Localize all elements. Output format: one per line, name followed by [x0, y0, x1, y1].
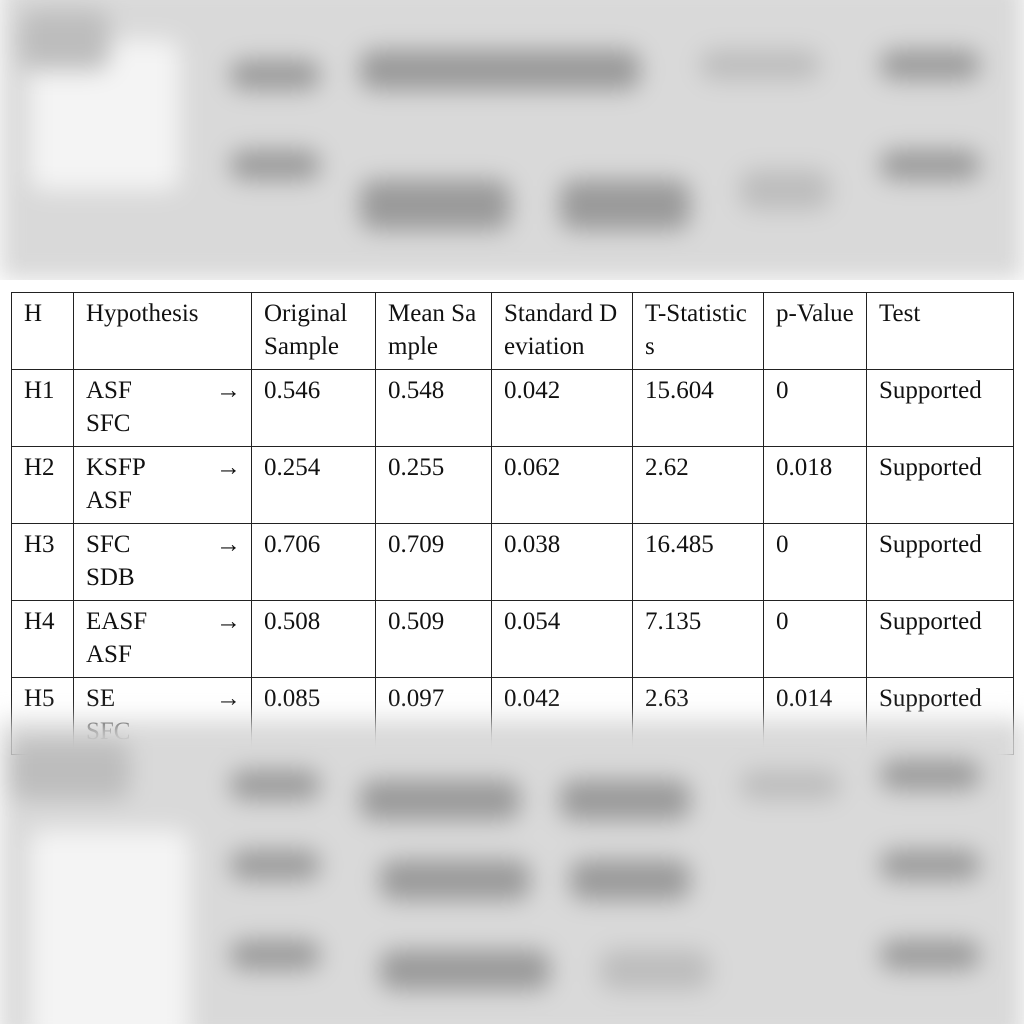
arrow-icon: →: [216, 454, 241, 481]
hypothesis-from: KSFP: [86, 454, 146, 481]
cell-mean-sample: 0.548: [376, 370, 492, 447]
cell-test: Supported: [867, 601, 1014, 678]
cell-mean-sample: 0.709: [376, 524, 492, 601]
cell-t-statistics: 2.62: [633, 447, 764, 524]
cell-h: H2: [12, 447, 74, 524]
cell-test: Supported: [867, 524, 1014, 601]
cell-standard-deviation: 0.054: [492, 601, 633, 678]
blurred-header-region: [0, 0, 1024, 280]
cell-p-value: 0: [764, 370, 867, 447]
results-table-region: [0, 280, 1024, 718]
table-row: [12, 524, 1014, 601]
cell-t-statistics: 16.485: [633, 524, 764, 601]
hypothesis-results-table: [11, 292, 1014, 755]
cell-standard-deviation: 0.062: [492, 447, 633, 524]
arrow-icon: →: [216, 685, 241, 712]
table-header-row: [12, 293, 1014, 370]
cell-h: H4: [12, 601, 74, 678]
cell-mean-sample: 0.255: [376, 447, 492, 524]
cell-original-sample: 0.085: [252, 678, 376, 755]
hypothesis-from: SFC: [86, 531, 131, 558]
cell-standard-deviation: 0.042: [492, 370, 633, 447]
cell-original-sample: 0.508: [252, 601, 376, 678]
cell-hypothesis: [74, 601, 252, 678]
arrow-icon: →: [216, 608, 241, 635]
cell-h: H1: [12, 370, 74, 447]
cell-test: Supported: [867, 678, 1014, 755]
cell-mean-sample: 0.509: [376, 601, 492, 678]
cell-h: H5: [12, 678, 74, 755]
arrow-icon: →: [216, 377, 241, 404]
hypothesis-from: ASF: [86, 377, 132, 404]
cell-original-sample: 0.546: [252, 370, 376, 447]
table-row: [12, 447, 1014, 524]
cell-mean-sample: 0.097: [376, 678, 492, 755]
cell-standard-deviation: 0.038: [492, 524, 633, 601]
column-header-standard-deviation: Standard Deviation: [492, 293, 633, 370]
cell-p-value: 0.014: [764, 678, 867, 755]
cell-test: Supported: [867, 447, 1014, 524]
cell-original-sample: 0.254: [252, 447, 376, 524]
arrow-icon: →: [216, 531, 241, 558]
hypothesis-to: ASF: [86, 487, 132, 514]
cell-p-value: 0: [764, 524, 867, 601]
column-header-t-statistics: T-Statistics: [633, 293, 764, 370]
cell-standard-deviation: 0.042: [492, 678, 633, 755]
column-header-test: Test: [867, 293, 1014, 370]
column-header-mean-sample: Mean Sample: [376, 293, 492, 370]
cell-t-statistics: 7.135: [633, 601, 764, 678]
cell-h: H3: [12, 524, 74, 601]
cell-p-value: 0: [764, 601, 867, 678]
column-header-h: H: [12, 293, 74, 370]
cell-p-value: 0.018: [764, 447, 867, 524]
hypothesis-to: SDB: [86, 564, 135, 591]
cell-hypothesis: [74, 370, 252, 447]
blurred-footer-region: [0, 720, 1024, 1024]
cell-hypothesis: [74, 524, 252, 601]
hypothesis-from: SE: [86, 685, 116, 712]
cell-test: Supported: [867, 370, 1014, 447]
hypothesis-to: SFC: [86, 410, 131, 437]
hypothesis-from: EASF: [86, 608, 148, 635]
cell-hypothesis: [74, 447, 252, 524]
table-row: [12, 370, 1014, 447]
column-header-p-value: p-Value: [764, 293, 867, 370]
table-row: [12, 601, 1014, 678]
cell-original-sample: 0.706: [252, 524, 376, 601]
column-header-original-sample: Original Sample: [252, 293, 376, 370]
hypothesis-to: ASF: [86, 641, 132, 668]
cell-t-statistics: 2.63: [633, 678, 764, 755]
cell-t-statistics: 15.604: [633, 370, 764, 447]
column-header-hypothesis: Hypothesis: [74, 293, 252, 370]
